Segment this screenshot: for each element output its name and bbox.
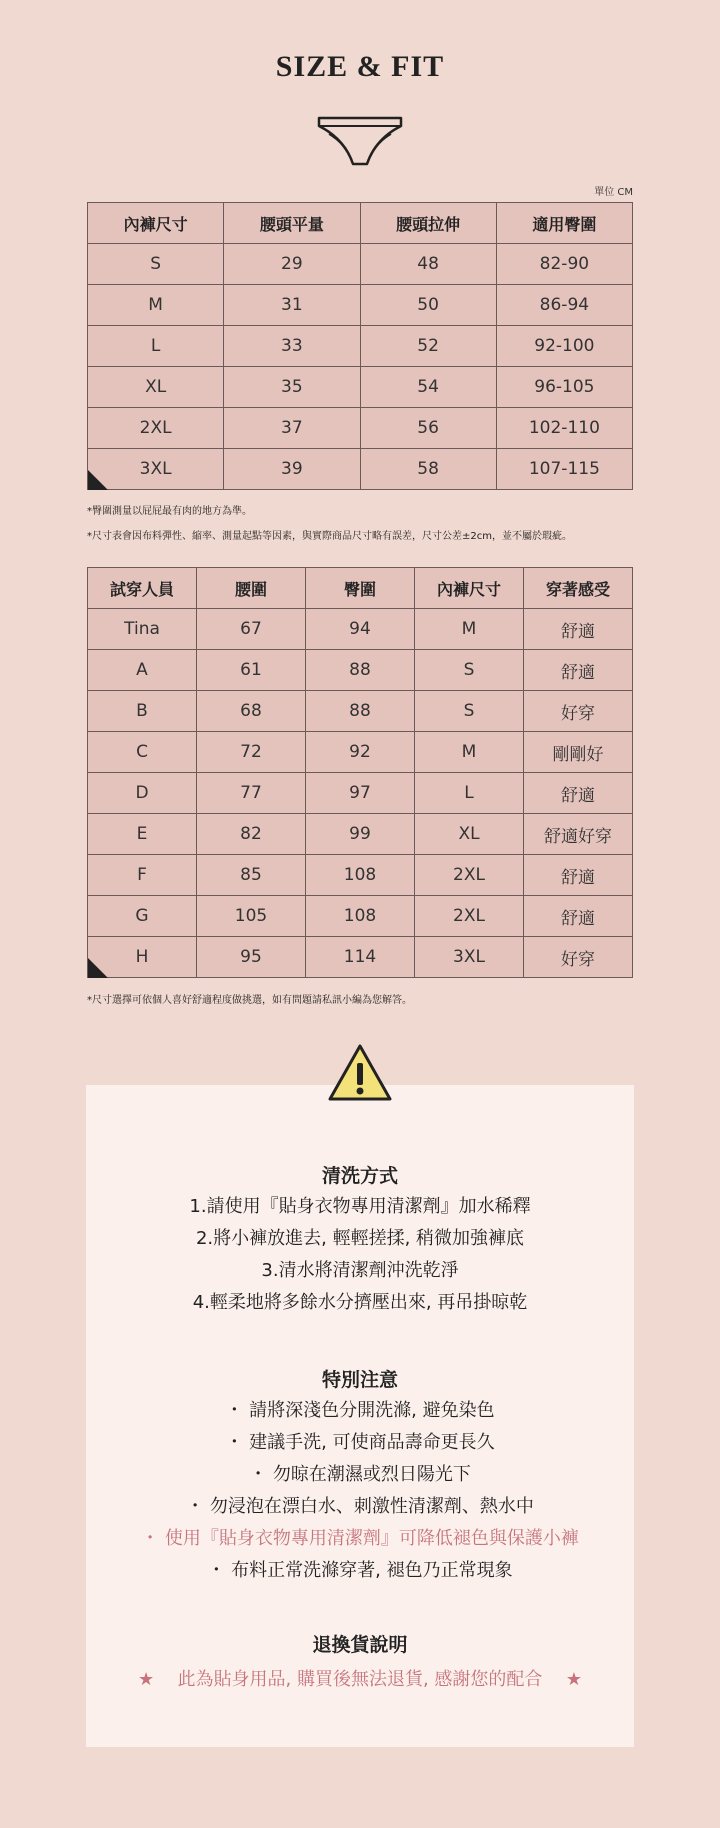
table-cell: 114 bbox=[306, 937, 415, 978]
table-cell: 105 bbox=[197, 896, 306, 937]
wash-line: 4.輕柔地將多餘水分擠壓出來, 再吊掛晾乾 bbox=[192, 1292, 528, 1313]
table-row bbox=[88, 408, 633, 449]
table-cell: 94 bbox=[306, 609, 415, 650]
table-cell: M bbox=[88, 285, 224, 326]
table-cell: XL bbox=[415, 814, 524, 855]
table-cell: 102-110 bbox=[496, 408, 632, 449]
table-row bbox=[88, 609, 633, 650]
table-cell: L bbox=[415, 773, 524, 814]
table-cell: S bbox=[88, 244, 224, 285]
trial-table-header bbox=[88, 568, 633, 609]
header-cell: 腰圍 bbox=[197, 568, 306, 609]
table-row bbox=[88, 367, 633, 408]
unit-label: 單位 CM bbox=[594, 187, 633, 198]
wash-title: 清洗方式 bbox=[321, 1165, 398, 1187]
star-icon: ★ bbox=[137, 1669, 155, 1690]
table-cell: A bbox=[88, 650, 197, 691]
table-row bbox=[88, 449, 633, 490]
table-cell: 31 bbox=[224, 285, 360, 326]
table-cell: 88 bbox=[306, 650, 415, 691]
star-icon: ★ bbox=[565, 1669, 583, 1690]
header-cell: 腰頭拉伸 bbox=[360, 203, 496, 244]
table-cell: 56 bbox=[360, 408, 496, 449]
table-cell: F bbox=[88, 855, 197, 896]
table-cell: S bbox=[415, 650, 524, 691]
table-row bbox=[88, 855, 633, 896]
table-cell: 108 bbox=[306, 896, 415, 937]
caution-line: ・ 請將深淺色分開洗滌, 避免染色 bbox=[225, 1400, 495, 1421]
table-cell: E bbox=[88, 814, 197, 855]
table-cell: 85 bbox=[197, 855, 306, 896]
table-cell: 2XL bbox=[415, 855, 524, 896]
wash-line: 1.請使用『貼身衣物專用清潔劑』加水稀釋 bbox=[189, 1196, 531, 1217]
header-cell: 臀圍 bbox=[306, 568, 415, 609]
table-cell: 3XL bbox=[88, 449, 224, 490]
table-cell: 68 bbox=[197, 691, 306, 732]
header-cell: 穿著感受 bbox=[524, 568, 633, 609]
table-row bbox=[88, 285, 633, 326]
table-cell: 92-100 bbox=[496, 326, 632, 367]
caution-title: 特別注意 bbox=[321, 1369, 398, 1391]
size-table-header bbox=[88, 203, 633, 244]
table-cell: 好穿 bbox=[524, 691, 633, 732]
returns-text: 此為貼身用品, 購買後無法退貨, 感謝您的配合 bbox=[177, 1669, 543, 1690]
table-cell: 48 bbox=[360, 244, 496, 285]
table-cell: S bbox=[415, 691, 524, 732]
header-cell: 腰頭平量 bbox=[224, 203, 360, 244]
table-cell: 96-105 bbox=[496, 367, 632, 408]
table-row bbox=[88, 691, 633, 732]
table-cell: 33 bbox=[224, 326, 360, 367]
table-cell: L bbox=[88, 326, 224, 367]
header-cell: 內褲尺寸 bbox=[415, 568, 524, 609]
caution-line: ・ 勿浸泡在漂白水、刺激性清潔劑、熱水中 bbox=[186, 1496, 534, 1517]
table-cell: 剛剛好 bbox=[524, 732, 633, 773]
table-cell: 2XL bbox=[88, 408, 224, 449]
table-cell: 86-94 bbox=[496, 285, 632, 326]
table-cell: 67 bbox=[197, 609, 306, 650]
note-hip-measure: *臀圍測量以屁屁最有肉的地方為準。 bbox=[87, 506, 252, 517]
table-cell: 舒適 bbox=[524, 609, 633, 650]
table-row bbox=[88, 814, 633, 855]
table-cell: 50 bbox=[360, 285, 496, 326]
table-cell: M bbox=[415, 609, 524, 650]
trial-table bbox=[87, 567, 633, 978]
size-table bbox=[87, 202, 633, 490]
table-cell: XL bbox=[88, 367, 224, 408]
table-row bbox=[88, 937, 633, 978]
table-cell: 61 bbox=[197, 650, 306, 691]
table-cell: 舒適 bbox=[524, 650, 633, 691]
caution-line: ・ 勿晾在潮濕或烈日陽光下 bbox=[249, 1464, 471, 1485]
table-row bbox=[88, 244, 633, 285]
returns-title: 退換貨說明 bbox=[312, 1634, 408, 1656]
table-cell: 好穿 bbox=[524, 937, 633, 978]
table-cell: H bbox=[88, 937, 197, 978]
table-cell: 97 bbox=[306, 773, 415, 814]
table-cell: 82 bbox=[197, 814, 306, 855]
table-row bbox=[88, 896, 633, 937]
table-cell: G bbox=[88, 896, 197, 937]
note-tolerance: *尺寸表會因布料彈性、縮率、測量起點等因素，與實際商品尺寸略有誤差，尺寸公差±2cm，並不屬於瑕疵。 bbox=[87, 531, 572, 542]
table-cell: Tina bbox=[88, 609, 197, 650]
warning-icon bbox=[327, 1043, 393, 1103]
table-row bbox=[88, 326, 633, 367]
table-cell: 39 bbox=[224, 449, 360, 490]
table-cell: B bbox=[88, 691, 197, 732]
table-cell: C bbox=[88, 732, 197, 773]
table-cell: 3XL bbox=[415, 937, 524, 978]
table-cell: 29 bbox=[224, 244, 360, 285]
caution-line: ・ 布料正常洗滌穿著, 褪色乃正常現象 bbox=[207, 1560, 513, 1581]
table-cell: 58 bbox=[360, 449, 496, 490]
table-cell: 35 bbox=[224, 367, 360, 408]
header-cell: 試穿人員 bbox=[88, 568, 197, 609]
caution-line: ・ 建議手洗, 可使商品壽命更長久 bbox=[225, 1432, 495, 1453]
table-cell: 77 bbox=[197, 773, 306, 814]
table-cell: 舒適 bbox=[524, 773, 633, 814]
table-cell: 108 bbox=[306, 855, 415, 896]
caution-line-highlight: ・ 使用『貼身衣物專用清潔劑』可降低褪色與保護小褲 bbox=[141, 1528, 579, 1549]
table-cell: 2XL bbox=[415, 896, 524, 937]
table-row bbox=[88, 773, 633, 814]
table-cell: 107-115 bbox=[496, 449, 632, 490]
table-cell: 92 bbox=[306, 732, 415, 773]
table-cell: 72 bbox=[197, 732, 306, 773]
page-title: SIZE & FIT bbox=[275, 50, 445, 83]
table-cell: 82-90 bbox=[496, 244, 632, 285]
table-cell: M bbox=[415, 732, 524, 773]
table-cell: 88 bbox=[306, 691, 415, 732]
returns-line bbox=[86, 1665, 634, 1691]
note-size-choice: *尺寸選擇可依個人喜好舒適程度做挑選，如有問題請私訊小編為您解答。 bbox=[87, 995, 412, 1006]
table-cell: 95 bbox=[197, 937, 306, 978]
table-cell: 99 bbox=[306, 814, 415, 855]
table-cell: 54 bbox=[360, 367, 496, 408]
table-row bbox=[88, 732, 633, 773]
wash-line: 3.清水將清潔劑沖洗乾淨 bbox=[261, 1260, 459, 1281]
table-cell: 舒適 bbox=[524, 855, 633, 896]
table-cell: 舒適好穿 bbox=[524, 814, 633, 855]
table-row bbox=[88, 650, 633, 691]
table-cell: 舒適 bbox=[524, 896, 633, 937]
table-cell: D bbox=[88, 773, 197, 814]
table-cell: 52 bbox=[360, 326, 496, 367]
wash-line: 2.將小褲放進去, 輕輕搓揉, 稍微加強褲底 bbox=[195, 1228, 525, 1249]
header-cell: 內褲尺寸 bbox=[88, 203, 224, 244]
briefs-icon bbox=[315, 112, 405, 174]
table-cell: 37 bbox=[224, 408, 360, 449]
care-card bbox=[86, 1085, 634, 1747]
header-cell: 適用臀圍 bbox=[496, 203, 632, 244]
